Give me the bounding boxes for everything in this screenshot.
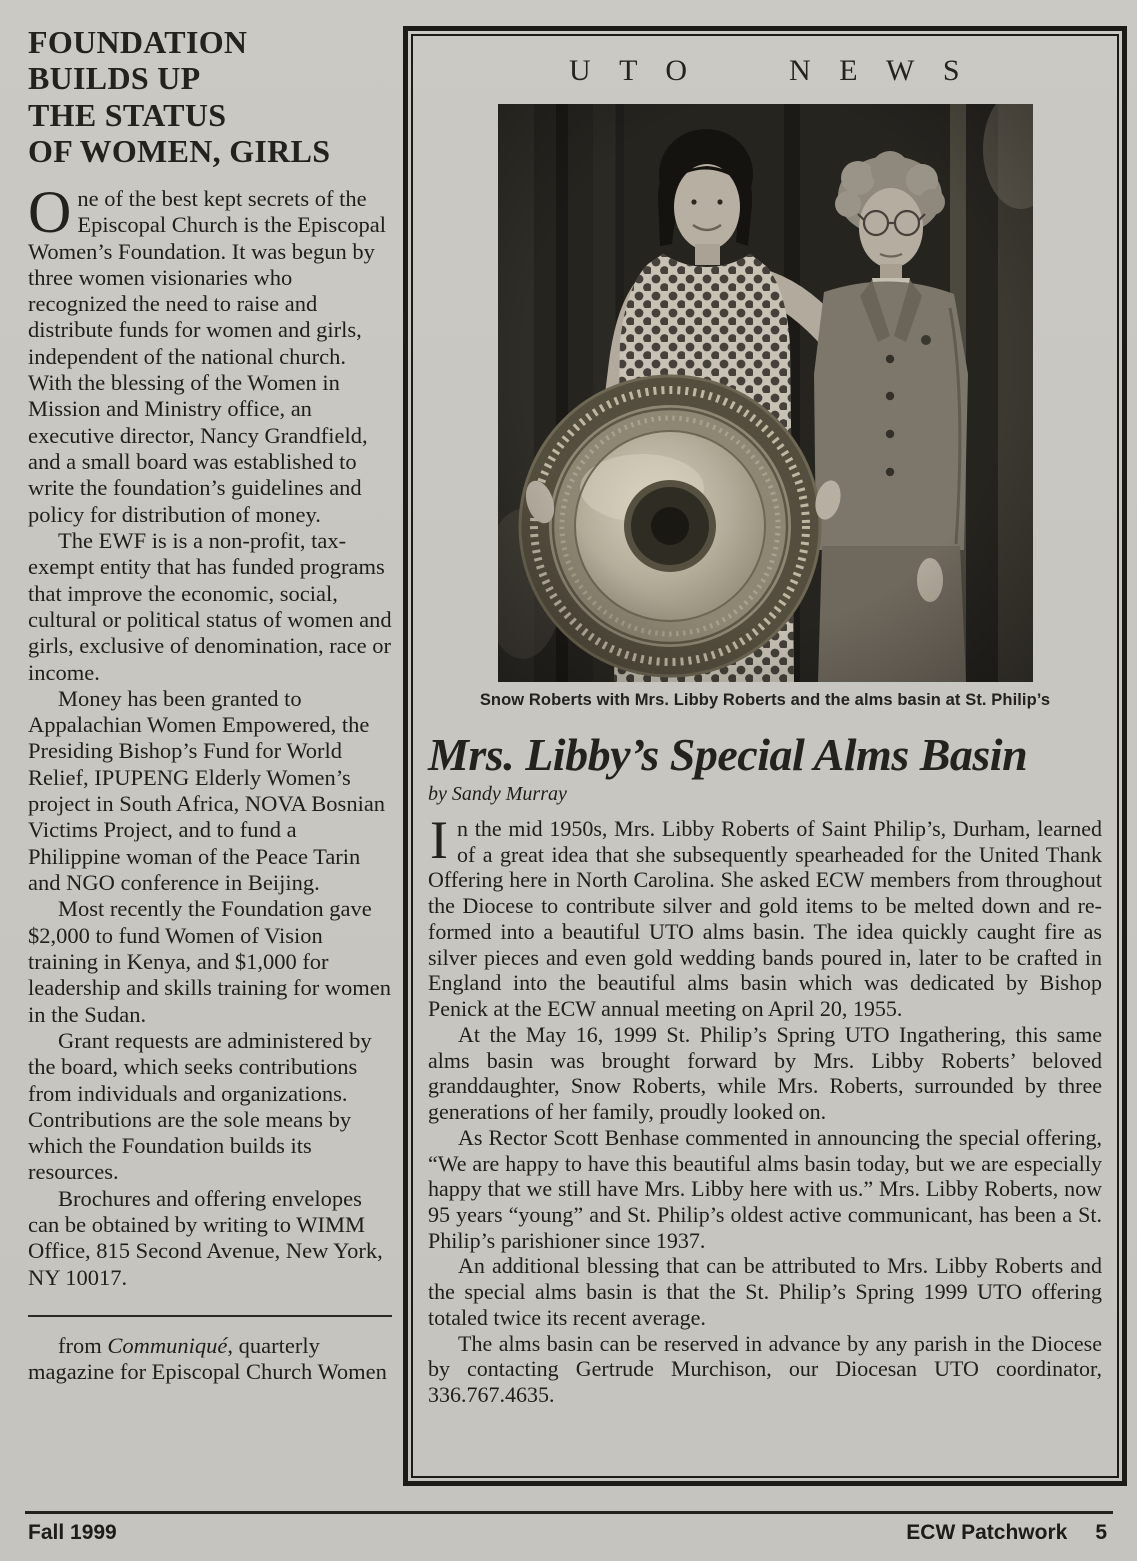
article-paragraph: An additional blessing that can be attributed to Mrs. Libby Roberts and the special alms basin is that the St. Philip’s Spring 1999 UTO offering totaled twice its recent average. — [428, 1253, 1102, 1330]
article-paragraph: The alms basin can be reserved in advance by any parish in the Diocese by contacting Gertrude Murchison, our Diocesan UTO coordinator, 336.767.4635. — [428, 1330, 1102, 1408]
left-article-paragraph — [28, 178, 392, 528]
left-article-paragraph: Grant requests are administered by the board, which seeks contributions from individuals and organizations. Contributions are the sole means by which the Foundation builds its resources. — [28, 1027, 372, 1185]
uto-news-box-inner — [411, 34, 1119, 1478]
drop-cap: O — [28, 178, 72, 245]
footnote-prefix: from — [58, 1333, 108, 1358]
article-paragraph: As Rector Scott Benhase commented in announcing the special offering, “We are happy to have this beautiful alms basin today, but we are especially happy that we still have Mrs. Libby here with us.” Mrs. Libby Roberts, now 95 years “young” and St. Philip’s oldest active communicant, has been a St. Philip’s parishioner since 1937. — [428, 1124, 1102, 1253]
footer-publication — [906, 1521, 1107, 1545]
source-footnote — [28, 1333, 392, 1386]
title-line: THE STATUS — [28, 96, 227, 133]
paragraph-text: ne of the best kept secrets of the Episcopal Church is the Episcopal Women’s Foundation. It was begun by three women visionaries who recognized the need to raise and distribute funds for women and girls, independent of the national church. With the blessing of the Women in Mission and Ministry office, an executive director, Nancy Grandfield, and a small board was established to write the foundation’s guidelines and policy for distribution of money. — [28, 185, 387, 527]
uto-article — [428, 728, 1102, 1408]
footnote-divider — [28, 1315, 392, 1317]
footer-divider — [25, 1511, 1113, 1514]
article-paragraph: At the May 16, 1999 St. Philip’s Spring UTO Ingathering, this same alms basin was brought forward by Mrs. Libby Roberts’ beloved granddaughter, Snow Roberts, while Mrs. Roberts, surrounded by three generations of her family, proudly looked on. — [428, 1021, 1102, 1125]
footnote-source-title: Communiqué — [107, 1333, 228, 1358]
footer-publication-name: ECW Patchwork — [906, 1521, 1068, 1544]
photo-illustration — [498, 104, 1033, 682]
title-line: FOUNDATION — [28, 24, 248, 60]
footer-page-number: 5 — [1095, 1521, 1107, 1544]
uto-news-box — [403, 26, 1127, 1486]
left-article-paragraph: Brochures and offering envelopes can be obtained by writing to WIMM Office, 815 Second Avenue, New York, NY 10017. — [28, 1185, 383, 1290]
left-article-paragraph: Money has been granted to Appalachian Women Empowered, the Presiding Bishop’s Fund for World Relief, IPUPENG Elderly Women’s project in South Africa, NOVA Bosnian Victims Project, and to fund a Philippine woman of the Peace Tarin and NGO conference in Beijing. — [28, 685, 386, 895]
article-headline: Mrs. Libby’s Special Alms Basin — [428, 729, 1028, 780]
paragraph-text: n the mid 1950s, Mrs. Libby Roberts of Saint Philip’s, Durham, learned of a great idea that she subsequently spearheaded for the United Thank Offering here in North Carolina. She asked ECW members from throughout the Diocese to contribute silver and gold items to be melted down and re-formed into a beautiful UTO alms basin. The idea quickly caught fire as silver pieces and even gold wedding bands poured in, later to be crafted in England into the beautiful alms basin which was dedicated by Bishop Penick at the ECW annual meeting on April 20, 1955. — [428, 816, 1102, 1022]
left-article-title — [28, 24, 392, 170]
photo-caption: Snow Roberts with Mrs. Libby Roberts and the alms basin at St. Philip’s — [479, 691, 1051, 709]
title-line: OF WOMEN, GIRLS — [28, 133, 331, 170]
title-line: BUILDS UP — [28, 60, 201, 97]
footer-issue-date: Fall 1999 — [28, 1521, 117, 1544]
article-byline: by Sandy Murray — [428, 783, 567, 805]
drop-cap: I — [430, 810, 448, 870]
photo-two-women-with-alms-basin — [498, 104, 1033, 682]
footnote-suffix: , quarterly magazine for Episcopal Church Women — [28, 1333, 387, 1385]
left-article — [28, 24, 392, 1386]
left-article-paragraph: Most recently the Foundation gave $2,000 to fund Women of Vision training in Kenya, and $1,000 for leadership and skills training for women in the Sudan. — [28, 896, 392, 1027]
article-paragraph — [428, 810, 1102, 1022]
left-article-paragraph: The EWF is is a non-profit, tax-exempt entity that has funded programs that improve the economic, social, cultural or political status of women and girls, exclusive of denomination, race or income. — [28, 527, 392, 685]
uto-news-header: UTO NEWS — [568, 54, 989, 87]
